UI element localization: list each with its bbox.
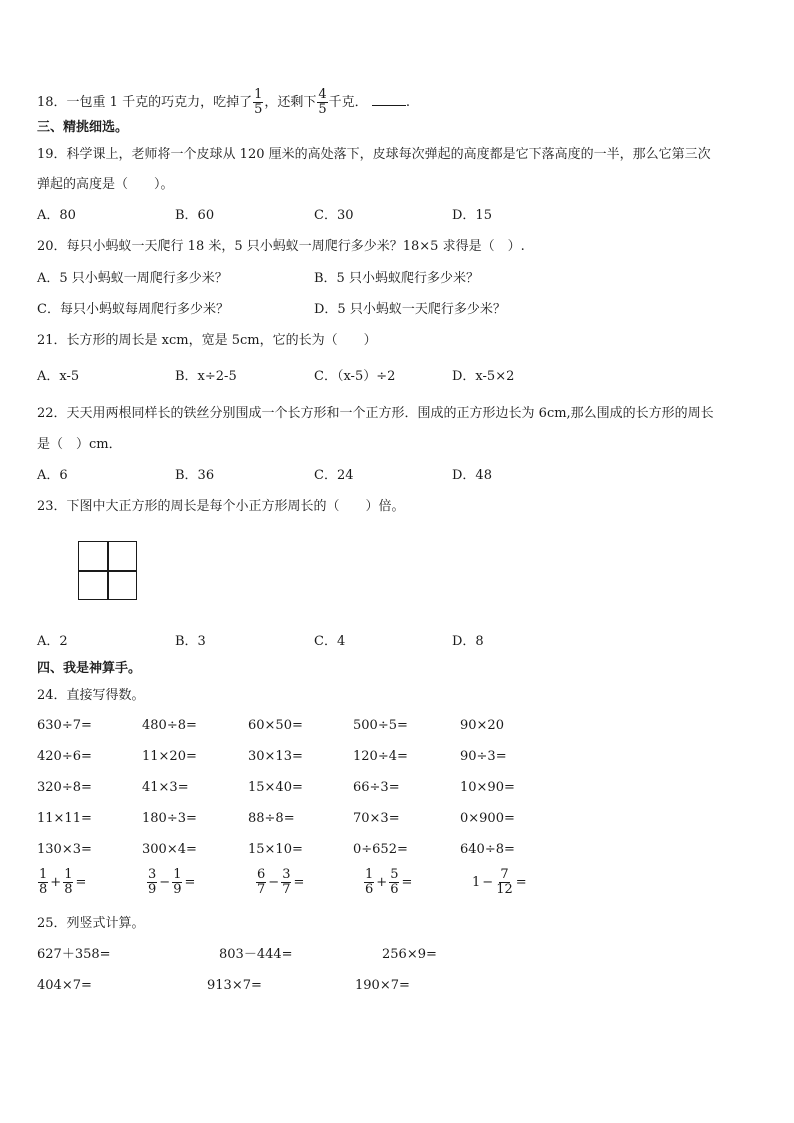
math-problem: 11×20=: [142, 749, 197, 764]
fraction: $\frac{1}{6}$: [365, 867, 374, 897]
math-problem: 130×3=: [37, 842, 92, 857]
q20-text: 20．每只小蚂蚁一天爬行 18 米，5 只小蚂蚁一周爬行多少米？18×5 求得是（ ）.: [37, 239, 525, 254]
q18-text-3: 千克．: [328, 95, 368, 110]
math-problem: 15×40=: [248, 780, 303, 795]
q22-option-d[interactable]: D．48: [452, 468, 492, 483]
q21-option-b[interactable]: B．x÷2-5: [175, 369, 237, 384]
fraction: $\frac{1}{8}$: [64, 867, 73, 897]
math-problem: 180÷3=: [142, 811, 197, 826]
math-problem: 640÷8=: [460, 842, 515, 857]
fraction: $\frac{3}{7}$: [282, 867, 291, 897]
operator: −: [268, 875, 280, 890]
q21-option-c[interactable]: C．（x-5）÷2: [314, 369, 396, 384]
equals-sign: =: [401, 875, 413, 890]
vertical-calc-problem: 803－444=: [219, 947, 293, 962]
q18-text-1: 18．一包重 1 千克的巧克力，吃掉了: [37, 95, 253, 110]
math-problem: 60×50=: [248, 718, 303, 733]
operator: −: [482, 875, 494, 890]
answer-blank[interactable]: [372, 93, 406, 106]
q20-option-c[interactable]: C．每只小蚂蚁每周爬行多少米？: [37, 302, 229, 317]
equals-sign: =: [293, 875, 305, 890]
q22-option-a[interactable]: A．6: [37, 468, 68, 483]
math-problem: 11×11=: [37, 811, 92, 826]
math-problem: 320÷8=: [37, 780, 92, 795]
math-problem: 15×10=: [248, 842, 303, 857]
math-problem: 420÷6=: [37, 749, 92, 764]
fraction-problem: [37, 868, 87, 897]
fraction-problem: [471, 868, 528, 897]
q25-title: 25．列竖式计算。: [37, 916, 145, 931]
operator: −: [159, 875, 171, 890]
q21-text: 21．长方形的周长是 xcm，宽是 5cm，它的长为（ ）: [37, 333, 377, 348]
fraction: $\frac{3}{9}$: [148, 867, 157, 897]
fraction-problem: [146, 868, 196, 897]
math-problem: 0×900=: [460, 811, 515, 826]
fraction-problem: [363, 868, 413, 897]
equals-sign: =: [515, 875, 527, 890]
math-problem: 500÷5=: [353, 718, 408, 733]
section-3-heading: 三、精挑细选。: [37, 120, 129, 135]
q20-option-d[interactable]: D．5 只小蚂蚁一天爬行多少米？: [314, 302, 506, 317]
math-problem: 0÷652=: [353, 842, 408, 857]
math-problem: 30×13=: [248, 749, 303, 764]
q23-option-d[interactable]: D．8: [452, 634, 484, 649]
operator: +: [376, 875, 388, 890]
vertical-calc-problem: 256×9=: [382, 947, 437, 962]
fraction: $\frac{7}{12}$: [496, 867, 513, 897]
fraction: $\frac{1}{9}$: [173, 867, 182, 897]
math-problem: 70×3=: [353, 811, 400, 826]
math-problem: 66÷3=: [353, 780, 400, 795]
q22-line-2: 是（ ）cm．: [37, 437, 122, 452]
q24-title: 24．直接写得数。: [37, 688, 145, 703]
q23-text: 23．下图中大正方形的周长是每个小正方形周长的（ ）倍。: [37, 499, 405, 514]
q23-option-c[interactable]: C．4: [314, 634, 346, 649]
fraction: $\frac{6}{7}$: [257, 867, 266, 897]
fraction-problem: [255, 868, 305, 897]
math-problem: 10×90=: [460, 780, 515, 795]
q19-option-d[interactable]: D．15: [452, 208, 492, 223]
q20-option-b[interactable]: B．5 只小蚂蚁爬行多少米？: [314, 271, 479, 286]
q19-option-c[interactable]: C．30: [314, 208, 354, 223]
question-18: 18．一包重 1 千克的巧克力，吃掉了 $\frac{1}{5}$ ，还剩下 $\frac{4}{5}$ 千克． .: [37, 87, 410, 117]
q19-option-b[interactable]: B．60: [175, 208, 215, 223]
fraction-one-fifth: $\frac{1}{5}$: [254, 87, 263, 117]
math-problem: 630÷7=: [37, 718, 92, 733]
fraction: $\frac{1}{8}$: [39, 867, 48, 897]
grid-horizontal-line: [79, 570, 136, 572]
q19-line-2: 弹起的高度是（ ）。: [37, 177, 174, 192]
square-grid-figure: [78, 541, 137, 600]
vertical-calc-problem: 627＋358=: [37, 947, 111, 962]
math-problem: 120÷4=: [353, 749, 408, 764]
q23-option-a[interactable]: A．2: [37, 634, 68, 649]
vertical-calc-problem: 913×7=: [207, 978, 262, 993]
equals-sign: =: [184, 875, 196, 890]
math-problem: 90÷3=: [460, 749, 507, 764]
q19-line-1: 19．科学课上，老师将一个皮球从 120 厘米的高处落下，皮球每次弹起的高度都是它下落高度的一半，那么它第三次: [37, 147, 711, 162]
q20-option-a[interactable]: A．5 只小蚂蚁一周爬行多少米？: [37, 271, 228, 286]
fraction: $\frac{5}{6}$: [390, 867, 399, 897]
fraction-four-fifths: $\frac{4}{5}$: [318, 87, 327, 117]
q18-text-2: ，还剩下: [264, 95, 317, 110]
math-problem: 88÷8=: [248, 811, 295, 826]
whole-number: 1: [472, 875, 481, 890]
q21-option-a[interactable]: A．x-5: [37, 369, 80, 384]
section-4-heading: 四、我是神算手。: [37, 661, 142, 676]
math-problem: 480÷8=: [142, 718, 197, 733]
q19-option-a[interactable]: A．80: [37, 208, 76, 223]
q21-option-d[interactable]: D．x-5×2: [452, 369, 515, 384]
q22-option-c[interactable]: C．24: [314, 468, 354, 483]
vertical-calc-problem: 404×7=: [37, 978, 92, 993]
math-problem: 90×20: [460, 718, 504, 733]
vertical-calc-problem: 190×7=: [355, 978, 410, 993]
math-problem: 300×4=: [142, 842, 197, 857]
operator: +: [50, 875, 62, 890]
q22-line-1: 22．天天用两根同样长的铁丝分别围成一个长方形和一个正方形．围成的正方形边长为 6cm,那么围成的长方形的周长: [37, 406, 714, 421]
equals-sign: =: [75, 875, 87, 890]
q22-option-b[interactable]: B．36: [175, 468, 215, 483]
q23-option-b[interactable]: B．3: [175, 634, 206, 649]
math-problem: 41×3=: [142, 780, 189, 795]
